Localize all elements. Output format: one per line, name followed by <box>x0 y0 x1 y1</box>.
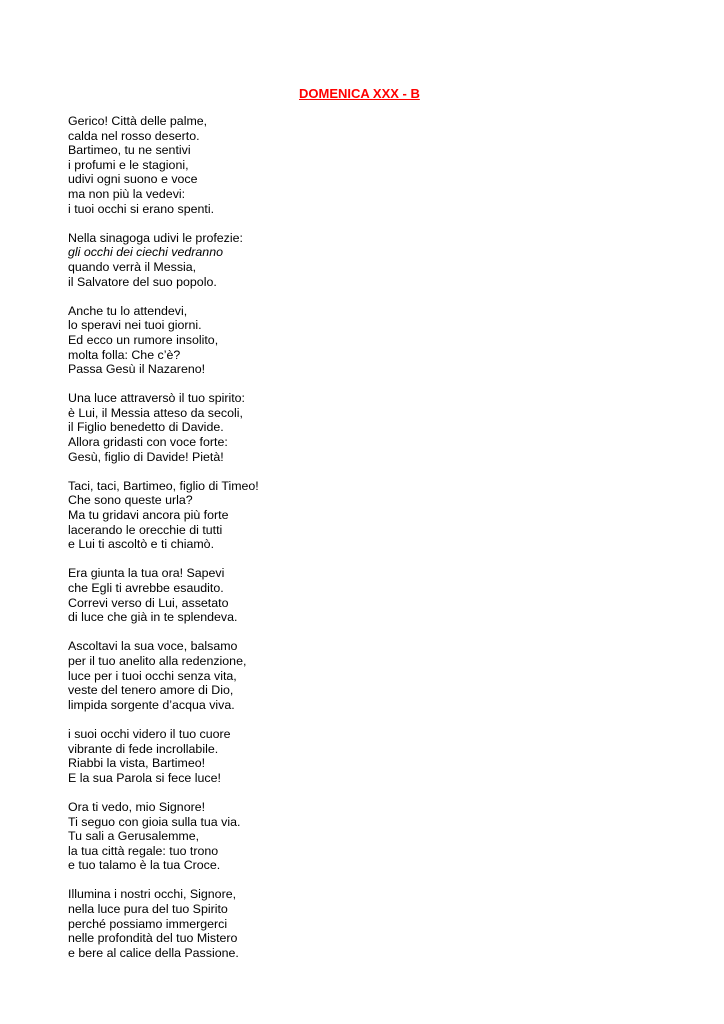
poem-line: Che sono queste urla? <box>68 493 193 508</box>
poem-line: Ora ti vedo, mio Signore! <box>68 799 206 814</box>
poem-line: perché possiamo immergerci <box>68 916 228 931</box>
poem-line: la tua città regale: tuo trono <box>68 843 219 858</box>
poem-line: è Lui, il Messia atteso da secoli, <box>68 405 243 420</box>
poem-line: Ma tu gridavi ancora più forte <box>68 508 229 523</box>
poem-line: il Figlio benedetto di Davide. <box>68 420 224 435</box>
poem-line: Illumina i nostri occhi, Signore, <box>68 887 237 902</box>
poem-line: ma non più la vedevi: <box>68 186 186 201</box>
poem-line: nella luce pura del tuo Spirito <box>68 902 228 917</box>
poem-body <box>68 114 668 975</box>
poem-line: Passa Gesù il Nazareno! <box>68 362 206 377</box>
poem-line: nelle profondità del tuo Mistero <box>68 931 238 946</box>
poem-line: calda nel rosso deserto. <box>68 128 200 143</box>
poem-line: per il tuo anelito alla redenzione, <box>68 653 247 668</box>
stanza <box>68 231 668 289</box>
poem-line: lacerando le orecchie di tutti <box>68 522 223 537</box>
stanza <box>68 479 668 552</box>
poem-line: limpida sorgente d’acqua viva. <box>68 697 235 712</box>
poem-line: E la sua Parola si fece luce! <box>68 770 221 785</box>
poem-line: Era giunta la tua ora! Sapevi <box>68 566 225 581</box>
stanza <box>68 566 668 624</box>
poem-line: Riabbi la vista, Bartimeo! <box>68 756 206 771</box>
poem-line: e tuo talamo è la tua Croce. <box>68 858 221 873</box>
poem-line: i profumi e le stagioni, <box>68 157 189 172</box>
poem-line: Gesù, figlio di Davide! Pietà! <box>68 449 224 464</box>
stanza <box>68 727 668 785</box>
poem-line: Gerico! Città delle palme, <box>68 114 208 128</box>
poem-line: di luce che già in te splendeva. <box>68 610 238 625</box>
stanza <box>68 639 668 712</box>
poem-line: Correvi verso di Lui, assetato <box>68 595 229 610</box>
poem-line: Bartimeo, tu ne sentivi <box>68 143 191 158</box>
stanza <box>68 887 668 960</box>
poem-line: che Egli ti avrebbe esaudito. <box>68 581 224 595</box>
stanza <box>68 304 668 377</box>
poem-line: Una luce attraversò il tuo spirito: <box>68 391 245 406</box>
poem-line: udivi ogni suono e voce <box>68 172 198 187</box>
poem-line: vibrante di fede incrollabile. <box>68 741 219 756</box>
poem-line: Allora gridasti con voce forte: <box>68 435 228 450</box>
poem-line: Taci, taci, Bartimeo, figlio di Timeo! <box>68 478 259 493</box>
poem-line: e bere al calice della Passione. <box>68 945 239 960</box>
poem-line: quando verrà il Messia, <box>68 259 197 274</box>
poem-line: Ti seguo con gioia sulla tua via. <box>68 814 241 829</box>
poem-line: gli occhi dei ciechi vedranno <box>68 245 223 260</box>
poem-line: lo speravi nei tuoi giorni. <box>68 318 202 333</box>
poem-line: Ascoltavi la sua voce, balsamo <box>68 639 238 654</box>
poem-line: Anche tu lo attendevi, <box>68 303 188 318</box>
page-title: DOMENICA XXX - B <box>299 86 420 101</box>
poem-line: i tuoi occhi si erano spenti. <box>68 201 215 216</box>
poem-line: Ed ecco un rumore insolito, <box>68 332 219 347</box>
poem-line: e Lui ti ascoltò e ti chiamò. <box>68 537 215 552</box>
stanza <box>68 114 668 216</box>
poem-line: Tu sali a Gerusalemme, <box>68 829 200 844</box>
stanza <box>68 391 668 464</box>
poem-line: il Salvatore del suo popolo. <box>68 274 217 289</box>
poem-line: veste del tenero amore di Dio, <box>68 683 234 698</box>
stanza <box>68 800 668 873</box>
poem-line: Nella sinagoga udivi le profezie: <box>68 230 243 245</box>
poem-line: luce per i tuoi occhi senza vita, <box>68 668 237 683</box>
poem-line: molta folla: Che c’è? <box>68 347 181 362</box>
poem-line: i suoi occhi videro il tuo cuore <box>68 726 231 741</box>
